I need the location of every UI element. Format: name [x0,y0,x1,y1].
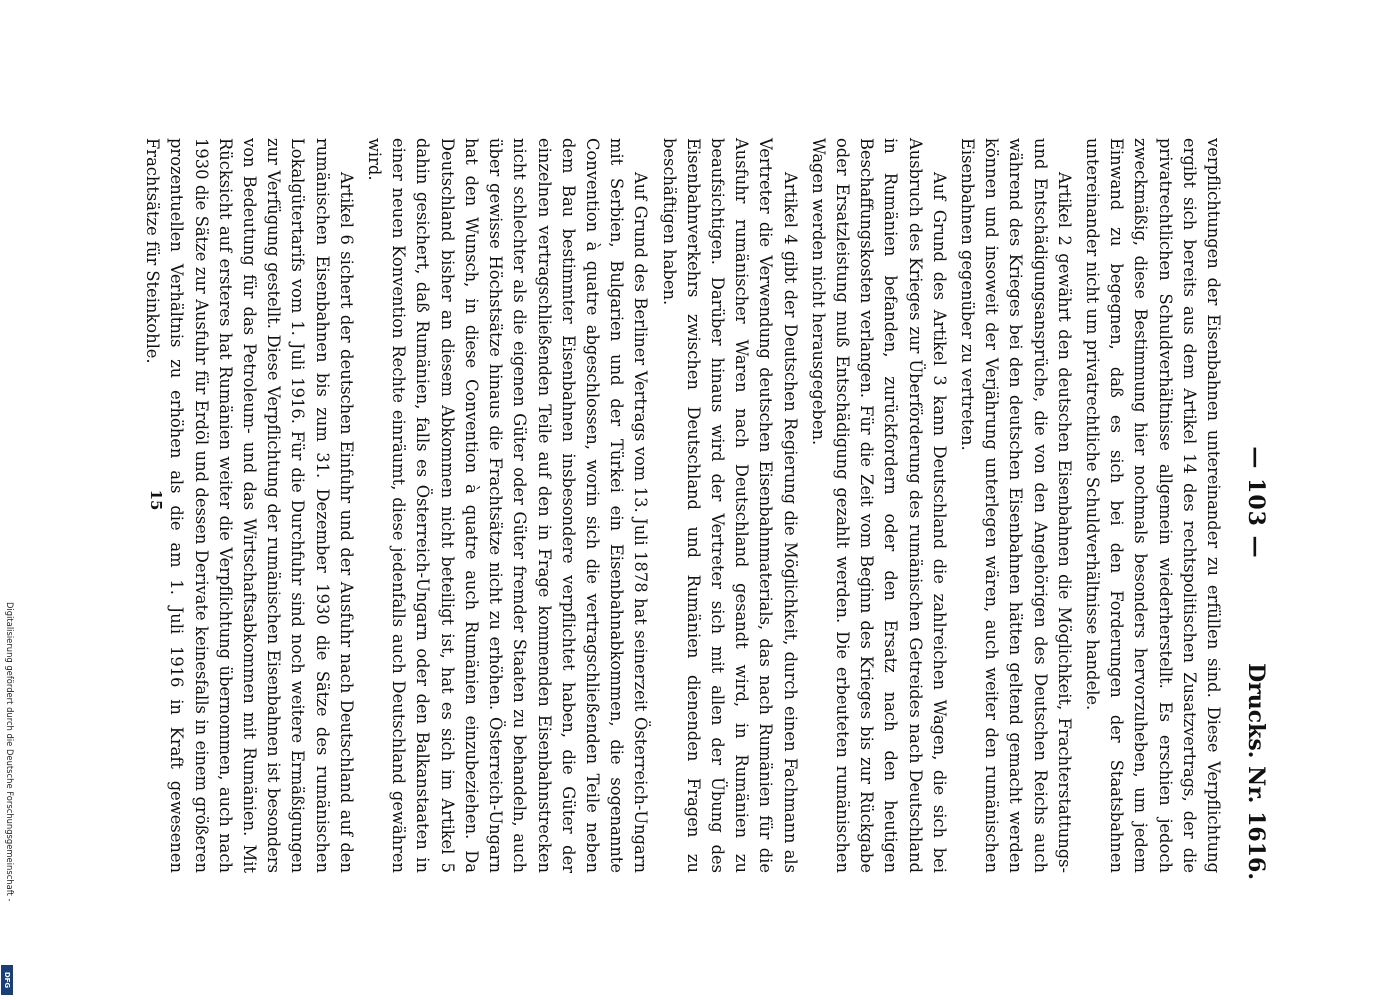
funding-credit-text: Digitalisierung gefördert durch die Deutsche Forschungsgemeinschaft - [5,602,15,902]
paragraph: Artikel 2 gewährt den deutschen Eisenbahnen die Möglichkeit, Frachterstattungs- und Entschädigungsansprüche, die von den Angehörigen des Deutschen Reichs auch während des Krieges bei den deutschen Eisenbahnen hätten geltend gemacht werden können und insoweit der Verjährung unterlegen wären, auch weiter den rumänischen Eisenbahnen gegenüber zu vertreten. [957,138,1074,873]
paragraph: Artikel 4 gibt der Deutschen Regierung die Möglichkeit, durch einen Fachmann als Vertreter die Verwendung deutschen Eisenbahnmaterials, das nach Rumänien für die Ausfuhr rumänischer Waren nach Deutschland gesandt wird, in Rumänien zu beaufsichtigen. Darüber hinaus wird der Vertreter sich mit allen der Übung des Eisenbahnverkehrs zwischen Deutschland und Rumänien dienenden Fragen zu beschäftigen haben. [659,138,800,873]
page-number: — 103 — [1243,446,1269,559]
dfg-logo-text: DFG [3,971,11,989]
body-text [136,138,1225,873]
sheet-signature: 15 [147,489,165,511]
document-reference: Drucks. Nr. 1616. [1243,663,1269,880]
paragraph: Artikel 6 sichert der deutschen Einfuhr und der Ausfuhr nach Deutschland auf den rumänischen Eisenbahnen bis zum 31. Dezember 1930 die Sätze des rumänischen Lokalgütertarifs vom 1. Juli 1916. Für die Durchfuhr sind noch weitere Ermäßigungen zur Verfügung gestellt. Diese Verpflichtung der rumänischen Eisenbahnen ist besonders von Bedeutung für das Petroleum- und das Wirtschaftsabkommen mit Rumänien. Mit Rücksicht auf ersteres hat Rumänien weiter die Verpflichtung übernommen, auch nach 1930 die Sätze zur Ausfuhr für Erdöl und dessen Derivate keinesfalls in einem größeren prozentuellen Verhältnis zu erhöhen als die am 1. Juli 1916 in Kraft gewesenen Frachtsätze für Steinkohle. [143,138,356,873]
paragraph: verpflichtungen der Eisenbahnen untereinander zu erfüllen sind. Diese Verpflichtung ergibt sich bereits aus dem Artikel 14 des rechtspolitischen Zusatzvertrags, der die privatrechtlichen Schuldverhältnisse allgemein wiederherstellt. Es erschien jedoch zweckmäßig, diese Bestimmung hier nochmals besonders hervorzuheben, um jedem Einwand zu begegnen, daß es sich bei den Forderungen der Staatsbahnen untereinander nicht um privatrechtliche Schuldverhältnisse handele. [1082,138,1223,873]
page-header [1241,125,1271,880]
paragraph: Auf Grund des Artikel 3 kann Deutschland die zahlreichen Wagen, die sich bei Ausbruch des Krieges zur Überförderung des rumänischen Getreides nach Deutschland in Rumänien befanden, zurückfordern oder den Ersatz nach den heutigen Beschaffungskosten verlangen. Für die Zeit vom Beginn des Krieges bis zur Rückgabe oder Ersatzleistung muß Entschädigung gezahlt werden. Die erbeuteten rumänischen Wagen werden nicht herausgegeben. [808,138,949,873]
paragraph: Auf Grund des Berliner Vertrags vom 13. Juli 1878 hat seinerzeit Österreich-Ungarn mit Serbien, Bulgarien und der Türkei ein Eisenbahnabkommen, die sogenannte Convention à quatre abgeschlossen, worin sich die vertragschließenden Teile neben dem Bau bestimmter Eisenbahnen insbesondere verpflichtet haben, die Güter der einzelnen vertragschließenden Teile auf den in Frage kommenden Eisenbahnstrecken nicht schlechter als die eigenen Güter oder Güter fremder Staaten zu behandeln, auch über gewisse Höchstsätze hinaus die Frachtsätze nicht zu erhöhen. Österreich-Ungarn hat den Wunsch, in diese Convention à quatre auch Rumänien einzubeziehen. Da Deutschland bisher an diesem Abkommen nicht beteiligt ist, hat es sich im Artikel 5 dahin gesichert, daß Rumänien, falls es Österreich-Ungarn oder den Balkanstaaten in einer neuen Konvention Rechte einräumt, diese jedenfalls auch Deutschland gewähren wird. [365,138,651,873]
